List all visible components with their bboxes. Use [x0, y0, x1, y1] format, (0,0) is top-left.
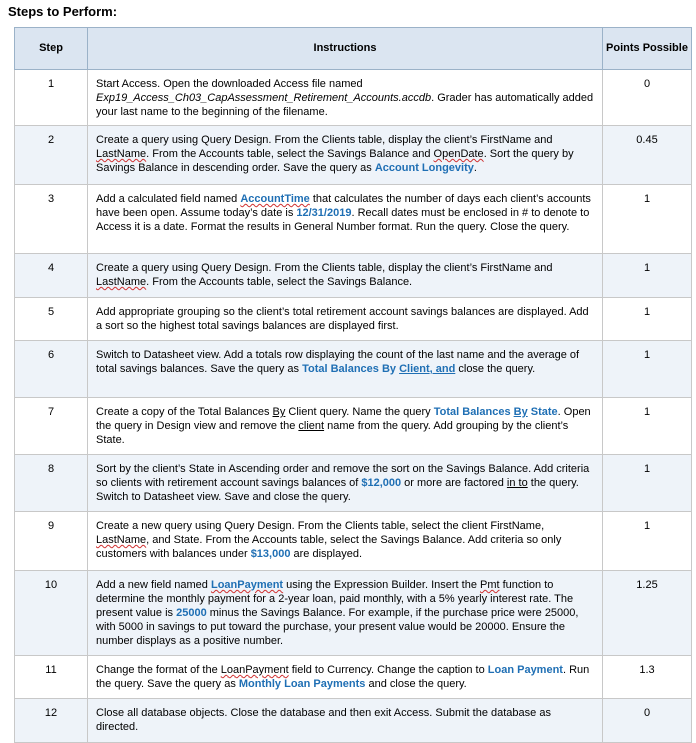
instruction-text: Add appropriate grouping so the client’s total retirement account savings balances are displayed. Add a sort so the highest total savings balances are displayed first.: [96, 306, 589, 332]
step-number: 7: [15, 398, 88, 455]
instruction-text: Monthly Loan Payments: [238, 678, 366, 690]
step-instructions: [88, 341, 603, 398]
step-number: 3: [15, 185, 88, 254]
instruction-text: field to Currency. Change the caption to: [288, 664, 488, 676]
table-row: [15, 254, 692, 298]
step-number: 5: [15, 298, 88, 341]
instructions-column-header: Instructions: [88, 28, 603, 70]
instruction-text: Account Longevity: [374, 162, 474, 174]
instruction-text: Total Balances By: [302, 363, 400, 375]
step-instructions: [88, 571, 603, 656]
instruction-text: $12,000: [361, 477, 402, 489]
step-instructions: [88, 70, 603, 126]
instruction-text: Create a copy of the Total Balances: [96, 406, 273, 418]
instruction-text: By: [513, 406, 528, 418]
points-value: 1: [603, 512, 692, 571]
instruction-text: Create a query using Query Design. From the Clients table, display the client’s FirstName and: [96, 134, 553, 146]
points-value: 1.25: [603, 571, 692, 656]
instruction-text: that calculates the number of days each client’s accounts have been open. Assume today’s date is: [96, 193, 591, 219]
table-row: [15, 298, 692, 341]
instruction-text: . Open the query in Design view and remove the: [96, 406, 591, 432]
instruction-text: $13,000: [250, 548, 291, 560]
step-number: 11: [15, 656, 88, 699]
instruction-text: Total Balances: [433, 406, 514, 418]
instruction-text: LoanPayment: [210, 579, 284, 591]
points-value: 1.3: [603, 656, 692, 699]
instruction-text: Start Access. Open the downloaded Access file named: [96, 78, 363, 90]
instruction-text: in to: [506, 477, 528, 489]
points-value: 1: [603, 185, 692, 254]
step-number: 1: [15, 70, 88, 126]
table-row: [15, 126, 692, 185]
step-instructions: [88, 699, 603, 743]
instruction-text: By: [272, 406, 286, 418]
step-number: 10: [15, 571, 88, 656]
instruction-text: Close all database objects. Close the database and then exit Access. Submit the database as directed.: [96, 707, 551, 733]
step-instructions: [88, 656, 603, 699]
step-number: 6: [15, 341, 88, 398]
instruction-text: minus the Savings Balance. For example, if the purchase price were 25000, with 5000 in savings to put toward the purchase, your present value would be 20000. Ensure the number displays as a positive number.: [96, 607, 579, 647]
instruction-text: AccountTime: [240, 193, 310, 205]
step-instructions: [88, 398, 603, 455]
steps-table: [14, 27, 692, 743]
table-row: [15, 185, 692, 254]
step-number: 2: [15, 126, 88, 185]
points-value: 1: [603, 254, 692, 298]
instruction-text: Add a new field named: [96, 579, 211, 591]
instruction-text: Loan Payment: [487, 664, 563, 676]
table-header-row: [15, 28, 692, 70]
instruction-text: .: [473, 162, 477, 174]
instruction-text: and close the query.: [365, 678, 467, 690]
instruction-text: Change the format of the: [96, 664, 221, 676]
instruction-text: close the query.: [455, 363, 536, 375]
instruction-text: LastName: [96, 534, 147, 546]
instruction-text: LastName: [96, 276, 147, 288]
instruction-text: Sort by the client’s State in Ascending order and remove the sort on the Savings Balance. Add criteria so clients with retirement account savings balances of: [96, 463, 590, 489]
points-value: 1: [603, 341, 692, 398]
step-number: 8: [15, 455, 88, 512]
table-row: [15, 512, 692, 571]
instruction-text: are displayed.: [290, 548, 362, 560]
points-column-header: Points Possible: [603, 28, 692, 70]
instruction-text: Client: [399, 363, 430, 375]
instruction-text: . Sort the query by Savings Balance in descending order. Save the query as: [96, 148, 574, 174]
instruction-text: Create a query using Query Design. From the Clients table, display the client’s FirstName and: [96, 262, 553, 274]
instruction-text: name from the query. Add grouping by the client’s State.: [96, 420, 569, 446]
step-instructions: [88, 185, 603, 254]
instruction-text: OpenDate: [433, 148, 484, 160]
step-instructions: [88, 455, 603, 512]
step-instructions: [88, 126, 603, 185]
instruction-text: State: [527, 406, 558, 418]
instruction-text: LoanPayment: [220, 664, 289, 676]
table-row: [15, 656, 692, 699]
table-row: [15, 571, 692, 656]
step-number: 12: [15, 699, 88, 743]
instruction-text: 25000: [176, 607, 207, 619]
page-heading: Steps to Perform:: [8, 4, 118, 19]
instruction-text: the query. Switch to Datasheet view. Save and close the query.: [96, 477, 579, 503]
instruction-text: . Grader has automatically added your last name to the beginning of the filename.: [96, 92, 594, 118]
points-value: 1: [603, 455, 692, 512]
instruction-text: . Run the query. Save the query as: [96, 664, 590, 690]
instruction-text: , and State. From the Accounts table, select the Savings Balance. Add criteria so only customers with balances under: [96, 534, 562, 560]
instruction-text: , and: [429, 363, 456, 375]
instruction-text: . From the Accounts table, select the Savings Balance.: [146, 276, 413, 288]
points-value: 1: [603, 398, 692, 455]
instruction-text: function to determine the monthly payment for a 2-year loan, paid monthly, with a 5% yearly interest rate. The present value is: [96, 579, 574, 619]
instruction-text: 12/31/2019: [296, 207, 352, 219]
instruction-text: client: [298, 420, 325, 432]
table-row: [15, 699, 692, 743]
instruction-text: Add a calculated field named: [96, 193, 241, 205]
instruction-text: Exp19_Access_Ch03_CapAssessment_Retirement_Accounts.accdb: [96, 92, 432, 104]
step-instructions: [88, 254, 603, 298]
instruction-text: LastName: [96, 148, 147, 160]
instruction-text: Switch to Datasheet view. Add a totals row displaying the count of the last name and the average of total savings balances. Save the query as: [96, 349, 580, 375]
step-instructions: [88, 512, 603, 571]
instruction-text: Pmt: [480, 579, 500, 591]
table-row: [15, 70, 692, 126]
points-value: 1: [603, 298, 692, 341]
instruction-text: Client query. Name the query: [285, 406, 434, 418]
step-number: 9: [15, 512, 88, 571]
table-row: [15, 341, 692, 398]
instruction-text: or more are factored: [401, 477, 507, 489]
step-column-header: Step: [15, 28, 88, 70]
points-value: 0: [603, 699, 692, 743]
points-value: 0.45: [603, 126, 692, 185]
step-number: 4: [15, 254, 88, 298]
step-instructions: [88, 298, 603, 341]
table-row: [15, 398, 692, 455]
instruction-text: using the Expression Builder. Insert the: [283, 579, 480, 591]
instruction-text: Create a new query using Query Design. From the Clients table, select the client FirstName,: [96, 520, 545, 532]
instruction-text: . Recall dates must be enclosed in # to denote to Access it is a date. Format the results in General Number format. Run the query. Close the query.: [96, 207, 590, 233]
table-row: [15, 455, 692, 512]
instruction-text: . From the Accounts table, select the Savings Balance and: [146, 148, 434, 160]
points-value: 0: [603, 70, 692, 126]
